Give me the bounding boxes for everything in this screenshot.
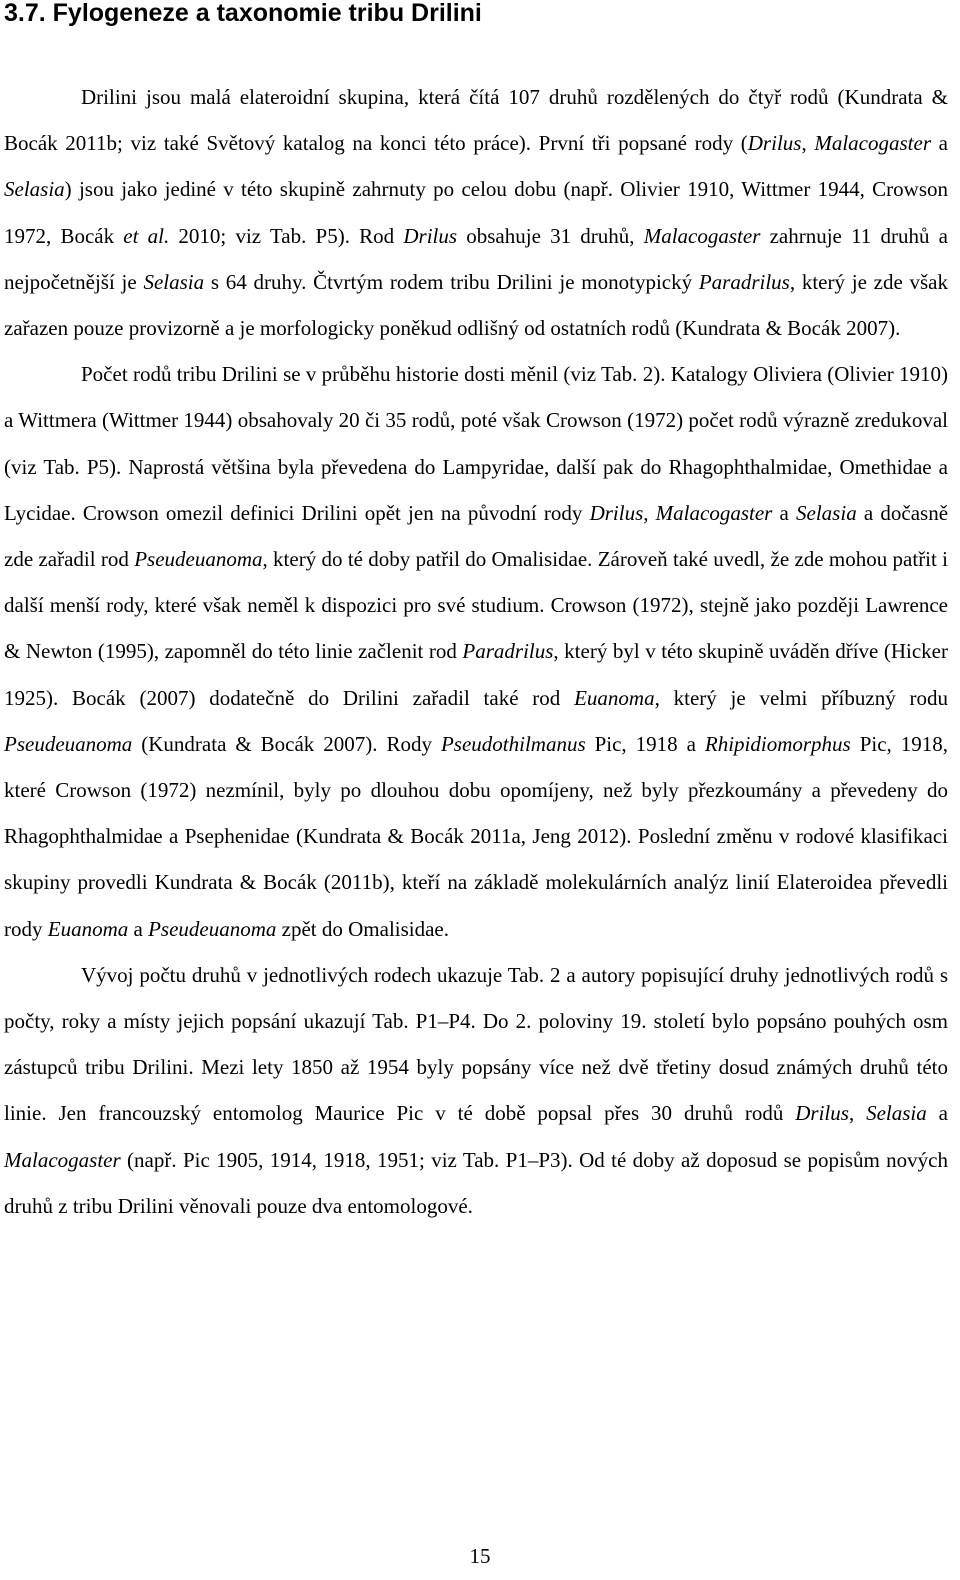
text-run: zahrnuje 11 druhů a nejpočetnější je (4, 223, 948, 294)
text-run: a (931, 131, 948, 156)
text-run: a (926, 1101, 948, 1126)
text-run: Drilini jsou malá elateroidní skupina, která čítá 107 druhů rozdělených do čtyř rodů (Kundrata & Bocák 2011b; viz také Světový katalog na konci této práce). První tři popsané rody ( (4, 85, 948, 156)
italic-taxon: Paradrilus (462, 639, 554, 664)
italic-taxon: Pseudeuanoma (148, 916, 277, 941)
italic-taxon: Selasia (143, 269, 205, 294)
text-run: , (801, 131, 815, 156)
italic-taxon: Malacogaster (814, 131, 932, 156)
italic-taxon: Euanoma (47, 916, 129, 941)
italic-taxon: et al. (123, 223, 170, 248)
body-text (4, 74, 948, 1229)
italic-taxon: Rhipidiomorphus (704, 731, 851, 756)
text-run: , který byl v této skupině uváděn dříve (Hicker 1925). Bocák (2007) dodatečně do Drilini zařadil také rod (4, 639, 948, 710)
italic-taxon: Paradrilus (698, 269, 790, 294)
text-run: , který je zde však zařazen pouze provizorně a je morfologicky poněkud odlišný od ostatních rodů (Kundrata & Bocák 2007). (4, 269, 949, 341)
text-run: ) jsou jako jediné v této skupině zahrnuty po celou dobu (např. Olivier 1910, Wittmer 1944, Crowson 1972, Bocák (4, 177, 948, 248)
text-run: Pic, 1918, které Crowson (1972) nezmínil, byly po dlouhou dobu opomíjeny, než byly přezkoumány a převedeny do Rhagophthalmidae a Psephenidae (Kundrata & Bocák 2011a, Jeng 2012). Poslední změnu v rodové klasifikaci skupiny provedli Kundrata & Bocák (2011b), kteří na základě molekulárních analýz linií Elateroidea převedli rody (4, 731, 948, 941)
italic-taxon: Drilus (747, 131, 802, 156)
italic-taxon: Drilus (403, 223, 458, 248)
paragraph-3 (4, 952, 948, 1229)
italic-taxon: Drilus, Malacogaster (589, 500, 773, 525)
text-run: Počet rodů tribu Drilini se v průběhu historie dosti měnil (viz Tab. 2). Katalogy Oliviera (Olivier 1910) a Wittmera (Wittmer 1944) obsahovaly 20 či 35 rodů, poté však Crowson (1972) počet rodů výrazně zredukoval (viz Tab. P5). Naprostá většina byla převedena do Lampyridae, další pak do Rhagophthalmidae, Omethidae a Lycidae. Crowson omezil definici Drilini opět jen na původní rody (4, 362, 948, 525)
text-run: (Kundrata & Bocák 2007). Rody (132, 731, 441, 756)
text-run: obsahuje 31 druhů, (457, 223, 644, 248)
text-run: a (772, 500, 797, 525)
section-heading: 3.7. Fylogeneze a taxonomie tribu Drilini (4, 0, 482, 27)
text-run: a dočasně zde zařadil rod (4, 500, 949, 572)
text-run: (např. Pic 1905, 1914, 1918, 1951; viz Tab. P1–P3). Od té doby až doposud se popisům nových druhů z tribu Drilini věnovali pouze dva entomologové. (4, 1147, 948, 1218)
italic-taxon: Selasia (796, 500, 857, 525)
text-run: , který do té doby patřil do Omalisidae. Zároveň také uvedl, že zde mohou patřit i další menší rody, které však neměl k dispozici pro své studium. Crowson (1972), stejně jako později Lawrence & Newton (1995), zapomněl do této linie začlenit rod (4, 547, 948, 664)
italic-taxon: Euanoma (574, 685, 655, 710)
text-run: Pic, 1918 a (585, 731, 705, 756)
text-run: zpět do Omalisidae. (276, 916, 450, 941)
paragraph-2 (4, 351, 948, 952)
text-run: , který je velmi příbuzný rodu (654, 685, 948, 710)
text-run: , (848, 1101, 867, 1126)
text-run: 2010; viz Tab. P5). Rod (169, 223, 404, 248)
text-run: a (128, 916, 149, 941)
page-number: 15 (469, 1544, 491, 1568)
italic-taxon: Pseudothilmanus (440, 731, 586, 756)
text-run: s 64 druhy. Čtvrtým rodem tribu Drilini je monotypický (204, 269, 699, 294)
italic-taxon: Pseudeuanoma (134, 547, 263, 572)
italic-taxon: Selasia (4, 177, 65, 202)
italic-taxon: Drilus (795, 1101, 849, 1126)
italic-taxon: Selasia (866, 1101, 927, 1126)
paragraph-1 (4, 74, 948, 351)
italic-taxon: Malacogaster (4, 1147, 121, 1172)
italic-taxon: Pseudeuanoma (4, 731, 133, 756)
text-run: Vývoj počtu druhů v jednotlivých rodech ukazuje Tab. 2 a autory popisující druhy jednotlivých rodů s počty, roky a místy jejich popsání ukazují Tab. P1–P4. Do 2. poloviny 19. století bylo popsáno pouhých osm zástupců tribu Drilini. Mezi lety 1850 až 1954 byly popsány více než dvě třetiny dosud známých druhů této linie. Jen francouzský entomolog Maurice Pic v té době popsal přes 30 druhů rodů (4, 962, 948, 1126)
italic-taxon: Malacogaster (643, 223, 761, 248)
